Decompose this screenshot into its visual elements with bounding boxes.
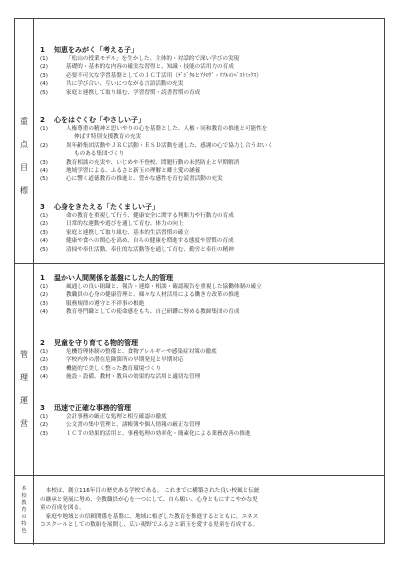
goal-item: (3) 家庭と連携して取り組む、基本的生活習慣の確立 [40, 229, 190, 236]
side-char: 育 [21, 507, 27, 513]
management-title: 3 迅速で正確な事務的管理 [40, 404, 131, 412]
goal-title: 2 心をはぐくむ「やさしい子」 [40, 116, 145, 124]
school-plan-table [14, 18, 385, 544]
management-item: (2) 教職員の心身の健康管理と、様々な人材活用による働き方改革の推進 [40, 292, 240, 299]
side-char: 重 [20, 117, 28, 126]
management-block-1 [40, 274, 380, 317]
management-item: (2) 学校内外の潜在危険箇所の早期発見と早期対応 [40, 357, 184, 364]
management-block-3 [40, 404, 380, 438]
side-char: 教 [21, 500, 27, 506]
goal-item-continued: ものある集団づくり [74, 151, 125, 158]
side-char: 特 [21, 521, 27, 527]
side-char: 点 [20, 140, 28, 149]
management-item: (4) 施設・設備、教材・教具の効果的な活用と適切な管理 [40, 374, 201, 381]
features-paragraph [40, 487, 380, 530]
features-line: の継承と発展に努め、全教職員が心を一つにして、自ら願い、心身ともにすこやかな児 [40, 496, 258, 503]
features-line: 家庭や地域との信頼関係を基盤に、地域に根ざした教育を推進するとともに、ユネス [40, 513, 259, 520]
goal-block-3 [40, 203, 380, 254]
side-char: 理 [20, 373, 28, 382]
goal-item-continued: 伸ばす特別支援教育の充実 [74, 134, 142, 141]
goal-block-2 [40, 116, 380, 184]
features-line: 童の育成を図る。 [40, 505, 85, 512]
goal-item: (2) 異年齢集団活動やＪＲＣ活動・ＥＳＤ活動を通した、感謝の心で協力し合うおいく [40, 142, 273, 149]
management-item: (3) 機能的で美しく整った教育環境づくり [40, 365, 162, 372]
goal-title: 1 知恵をみがく「考える子」 [40, 46, 138, 54]
management-item: (3) 服務規律の遵守と不祥事の根絶 [40, 300, 145, 307]
side-char: 運 [20, 396, 28, 405]
management-item: (4) 教育専門職としての使命感をもち、自己研鑽に努める教師集団の育成 [40, 309, 240, 316]
management-row [15, 264, 384, 476]
focus-goals-row [15, 19, 384, 264]
goal-block-1 [40, 46, 380, 97]
side-char: 目 [20, 163, 28, 172]
management-item: (1) 風通しの良い組織と、報告・連絡・相談・確認報告を重視した協働体制の確立 [40, 284, 262, 290]
goal-item: (4) 共に学び合い、互いにつながる言語活動の充実 [40, 81, 184, 88]
management-item: (1) 会計事務の厳正な処理と相互確認の徹底 [40, 414, 167, 420]
goal-item: (3) 教育相談の充実や、いじめや不登校、問題行動の未然防止と早期解消 [40, 159, 240, 166]
goal-item: (4) 地域学習による、ふるさと新玉の理解と郷土愛の涵養 [40, 168, 201, 175]
management-title: 1 温かい人間関係を基盤にした人的管理 [40, 274, 173, 282]
side-char: 校 [21, 493, 27, 499]
goal-item: (2) 基礎的・基本的な内容の確実な習得と、知識・技能の活用力の育成 [40, 64, 234, 71]
goal-title: 3 心身をきたえる「たくましい子」 [40, 203, 159, 211]
goal-item: (5) 清掃や奉仕活動、奉仕的な活動等を通して育む、勤労と奉仕の精神 [40, 246, 234, 253]
features-line: 本校は、創立116年目の歴史ある学校である。 これまでに構築された良い校風と伝統 [40, 488, 260, 494]
management-item: (1) 危機管理体制の整備と、食物アレルギーや感染症対策の徹底 [40, 349, 217, 355]
side-char: 営 [20, 419, 28, 428]
management-title: 2 児童を守り育てる物的管理 [40, 339, 138, 347]
goal-item: (1) 命の教育を重視して行う、健康安全に関する判断力や行動力の育成 [40, 213, 234, 219]
management-item: (3) ＩＣＴの効果的活用と、事務処理の効率化・簡素化による業務改善の推進 [40, 430, 251, 437]
goal-item: (4) 健康や食への関心を高め、自らの健康を増進する態度や習慣の育成 [40, 238, 234, 245]
goal-item: (5) 家庭と連携して取り組む、学習習慣・読書習慣の育成 [40, 89, 201, 96]
side-char: 色 [21, 528, 27, 534]
side-char: 本 [21, 486, 27, 492]
features-line: コスクールとしての数組を展開し、広い視野でふるさと新玉を愛する児童を育成する。 [40, 522, 259, 529]
goal-item: (1) 人権尊重の精神と思いやりの心を基盤とした、人権・同和教育の推進と可能性を [40, 126, 268, 132]
management-block-2 [40, 339, 380, 382]
school-features-label [15, 476, 34, 545]
focus-goals-label [15, 19, 34, 263]
goal-item: (5) 心に響く道徳教育の推進と、豊かな感性を育む読書活動の充実 [40, 176, 223, 183]
side-char: の [21, 514, 27, 520]
school-features-row [15, 476, 384, 545]
goal-item: (1) 「松山の授業モデル」を生かした、主体的・対話的で深い学びの実現 [40, 56, 240, 62]
management-label [15, 264, 34, 475]
side-char: 管 [20, 350, 28, 359]
goal-item: (2) 日常的な運動や遊びを通して育む、体力の向上 [40, 221, 184, 228]
side-char: 標 [20, 186, 28, 195]
management-item: (2) 公文書の集中管理と、諸帳簿や個人情報の厳正な管理 [40, 422, 201, 429]
goal-item: (3) 必要不可欠な学習基盤としてのＩＣＴ活用（ﾃﾞｼﾞﾀﾙとｱﾅﾛｸﾞ・ﾘｱﾙのﾍﾞｽﾄﾐｯｸｽ） [40, 72, 262, 79]
